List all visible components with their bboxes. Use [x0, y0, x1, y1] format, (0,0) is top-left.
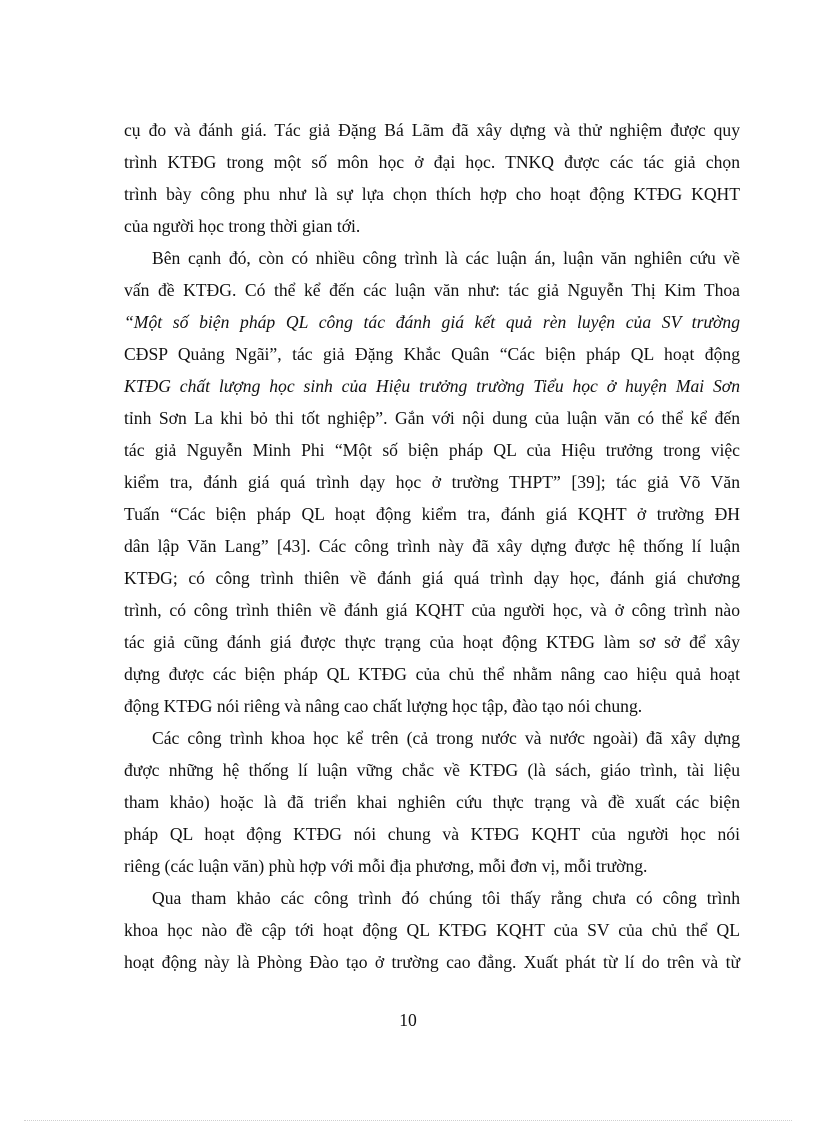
text-line: Tuấn “Các biện pháp QL hoạt động kiểm tra, đánh giá KQHT ở trường ĐH [124, 504, 740, 524]
text-line: dựng được các biện pháp QL KTĐG của chủ thể nhằm nâng cao hiệu quả hoạt [124, 664, 740, 684]
page-edge-divider [24, 1120, 792, 1121]
text-line: tỉnh Sơn La khi bỏ thi tốt nghiệp”. Gắn với nội dung của luận văn có thể kể đến [124, 408, 740, 428]
text-line: khoa học nào đề cập tới hoạt động QL KTĐG KQHT của SV của chủ thể QL [124, 920, 740, 940]
text-line: Qua tham khảo các công trình đó chúng tôi thấy rằng chưa có công trình [152, 888, 740, 908]
text-line: riêng (các luận văn) phù hợp với mỗi địa phương, mỗi đơn vị, mỗi trường. [124, 856, 648, 876]
text-line: Bên cạnh đó, còn có nhiều công trình là các luận án, luận văn nghiên cứu về [152, 248, 740, 268]
text-line: Các công trình khoa học kể trên (cả trong nước và nước ngoài) đã xây dựng [152, 728, 740, 748]
page-number: 10 [399, 1010, 417, 1030]
text-line: kiểm tra, đánh giá quá trình dạy học ở trường THPT” [39]; tác giả Võ Văn [124, 472, 740, 492]
text-line: CĐSP Quảng Ngãi”, tác giả Đặng Khắc Quân “Các biện pháp QL hoạt động [124, 344, 740, 364]
text-line: của người học trong thời gian tới. [124, 216, 361, 236]
text-line: pháp QL hoạt động KTĐG nói chung và KTĐG KQHT của người học nói [124, 824, 740, 844]
text-line: trình bày công phu như là sự lựa chọn thích hợp cho hoạt động KTĐG KQHT [124, 184, 740, 204]
text-line: tham khảo) hoặc là đã triển khai nghiên cứu thực trạng và đề xuất các biện [124, 792, 740, 812]
text-line: trình KTĐG trong một số môn học ở đại học. TNKQ được các tác giả chọn [124, 152, 740, 172]
text-line: tác giả Nguyễn Minh Phi “Một số biện pháp QL của Hiệu trưởng trong việc [124, 440, 740, 460]
text-line: trình, có công trình thiên về đánh giá KQHT của người học, và ở công trình nào [124, 600, 740, 620]
text-line: dân lập Văn Lang” [43]. Các công trình này đã xây dựng được hệ thống lí luận [124, 536, 740, 556]
text-line: vấn đề KTĐG. Có thể kể đến các luận văn như: tác giả Nguyễn Thị Kim Thoa [124, 280, 740, 300]
text-line: cụ đo và đánh giá. Tác giả Đặng Bá Lãm đã xây dựng và thử nghiệm được quy [124, 120, 740, 140]
text-line: động KTĐG nói riêng và nâng cao chất lượng học tập, đào tạo nói chung. [124, 696, 643, 716]
text-line: “Một số biện pháp QL công tác đánh giá kết quả rèn luyện của SV trường [124, 312, 740, 332]
text-line: được những hệ thống lí luận vững chắc về KTĐG (là sách, giáo trình, tài liệu [124, 760, 740, 780]
text-line: tác giả cũng đánh giá được thực trạng của hoạt động KTĐG làm sơ sở để xây [124, 632, 740, 652]
text-line: KTĐG chất lượng học sinh của Hiệu trưởng trường Tiểu học ở huyện Mai Sơn [124, 376, 740, 396]
text-line: KTĐG; có công trình thiên về đánh giá quá trình dạy học, đánh giá chương [124, 568, 740, 588]
text-line: hoạt động này là Phòng Đào tạo ở trường cao đẳng. Xuất phát từ lí do trên và từ [124, 952, 740, 972]
